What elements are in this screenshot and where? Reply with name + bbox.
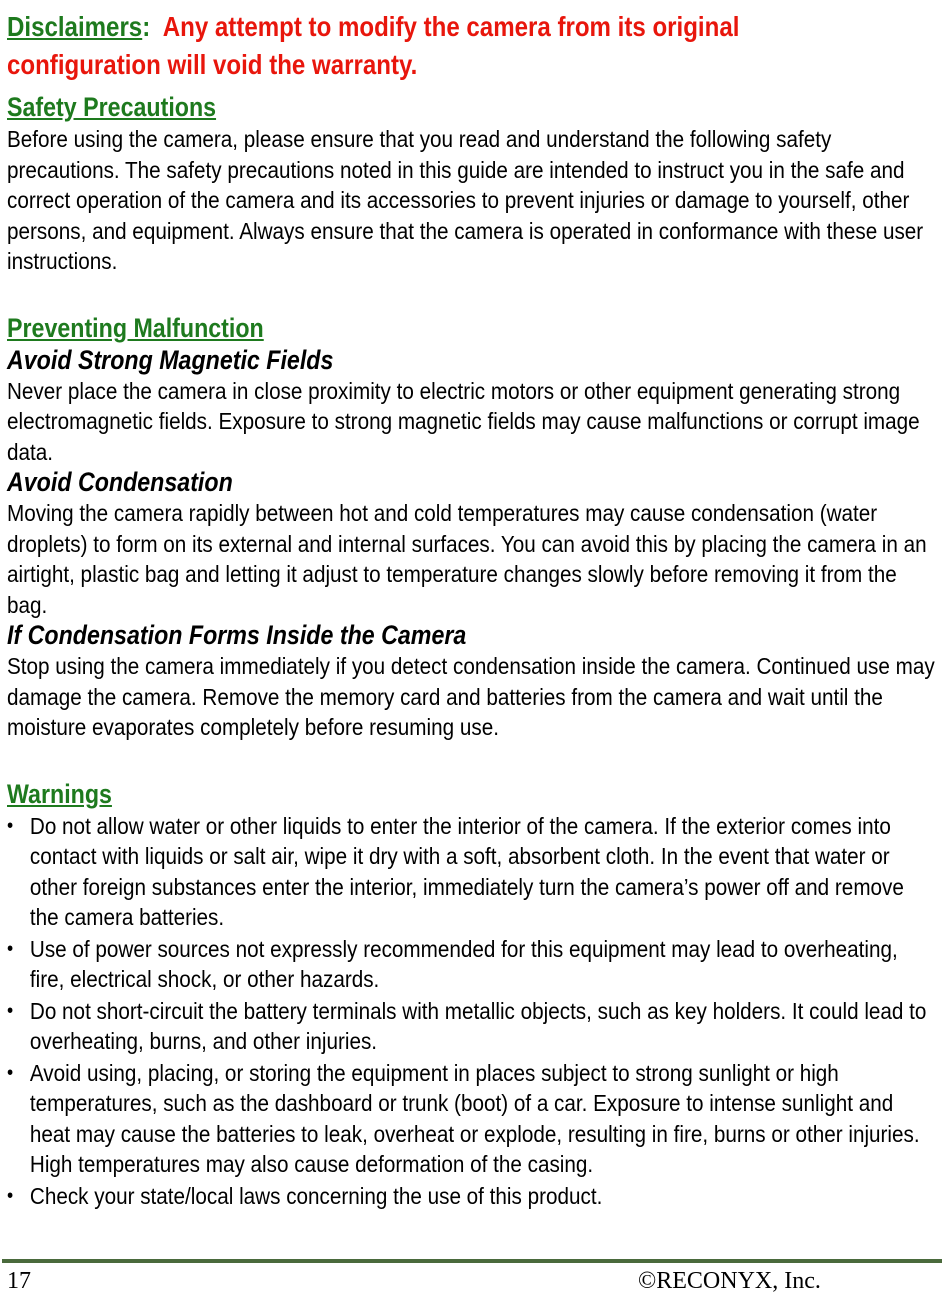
warning-text: Avoid using, placing, or storing the equipment in places subject to strong sunlight or high temperatures, such as the dashboard or trunk (boot) of a car. Exposure to intense sunlight and heat may cause the batteries to leak, overheat or explode, resulting in fire, burns or other injuries. High temperatures may also cause deformation of the casing. xyxy=(29,1059,920,1177)
inside-condensation-body: Stop using the camera immediately if you detect condensation inside the camera. Continued use may damage the camera. Remove the memory card and batteries from the camera and wait until the moisture evaporates completely before resuming use. xyxy=(7,653,935,740)
magnetic-title: Avoid Strong Magnetic Fields xyxy=(7,344,334,375)
warning-text: Use of power sources not expressly recommended for this equipment may lead to overheating, fire, electrical shock, or other hazards. xyxy=(29,935,898,992)
safety-heading: Safety Precautions xyxy=(7,92,217,122)
safety-body: Before using the camera, please ensure that you read and understand the following safety precautions. The safety precautions noted in this guide are intended to instruct you in the safe and correct operation of the camera and its accessories to prevent injuries or damage to yourself, other persons, and equipment. Always ensure that the camera is operated in conformance with these user instructions. xyxy=(7,126,924,274)
warning-text: Do not allow water or other liquids to enter the interior of the camera. If the exterior comes into contact with liquids or salt air, wipe it dry with a soft, absorbent cloth. In the event that water or other foreign substances enter the interior, immediately turn the camera’s power off and remove the camera batteries. xyxy=(29,812,904,930)
disclaimer-colon: : xyxy=(142,11,151,42)
warnings-heading: Warnings xyxy=(7,778,112,809)
bullet-icon: • xyxy=(7,1061,14,1084)
manual-page xyxy=(7,8,939,1212)
warnings-list xyxy=(7,811,939,1212)
bullet-icon: • xyxy=(7,814,14,837)
disclaimer-text-line2: configuration will void the warranty. xyxy=(7,49,418,80)
bullet-icon: • xyxy=(7,937,14,960)
bullet-icon: • xyxy=(7,1184,14,1207)
warning-text: Do not short-circuit the battery terminals with metallic objects, such as key holders. It could lead to overheating, burns, and other injuries. xyxy=(29,997,927,1054)
warning-item xyxy=(7,996,936,1057)
warning-item xyxy=(7,1058,936,1180)
copyright-notice: ©RECONYX, Inc. xyxy=(638,1268,821,1294)
condensation-body: Moving the camera rapidly between hot and cold temperatures may cause condensation (water droplets) to form on its external and internal surfaces. You can avoid this by placing the camera in an airtight, plastic bag and letting it adjust to temperature changes slowly before removing it from the bag. xyxy=(7,500,927,618)
disclaimer-label: Disclaimers xyxy=(7,11,143,42)
warning-item xyxy=(7,934,936,995)
disclaimer-block xyxy=(7,8,936,84)
footer-divider xyxy=(2,1259,942,1263)
malfunction-heading: Preventing Malfunction xyxy=(7,312,264,343)
condensation-title: Avoid Condensation xyxy=(7,467,233,497)
disclaimer-text-line1: Any attempt to modify the camera from its original xyxy=(162,11,740,42)
warning-text: Check your state/local laws concerning the use of this product. xyxy=(29,1182,603,1209)
page-number: 17 xyxy=(7,1268,31,1294)
bullet-icon: • xyxy=(7,999,14,1022)
inside-condensation-title: If Condensation Forms Inside the Camera xyxy=(7,620,467,650)
magnetic-body: Never place the camera in close proximity to electric motors or other equipment generating strong electromagnetic fields. Exposure to strong magnetic fields may cause malfunctions or corrupt image data. xyxy=(7,377,920,465)
warning-item xyxy=(7,1181,936,1212)
warning-item xyxy=(7,811,936,933)
